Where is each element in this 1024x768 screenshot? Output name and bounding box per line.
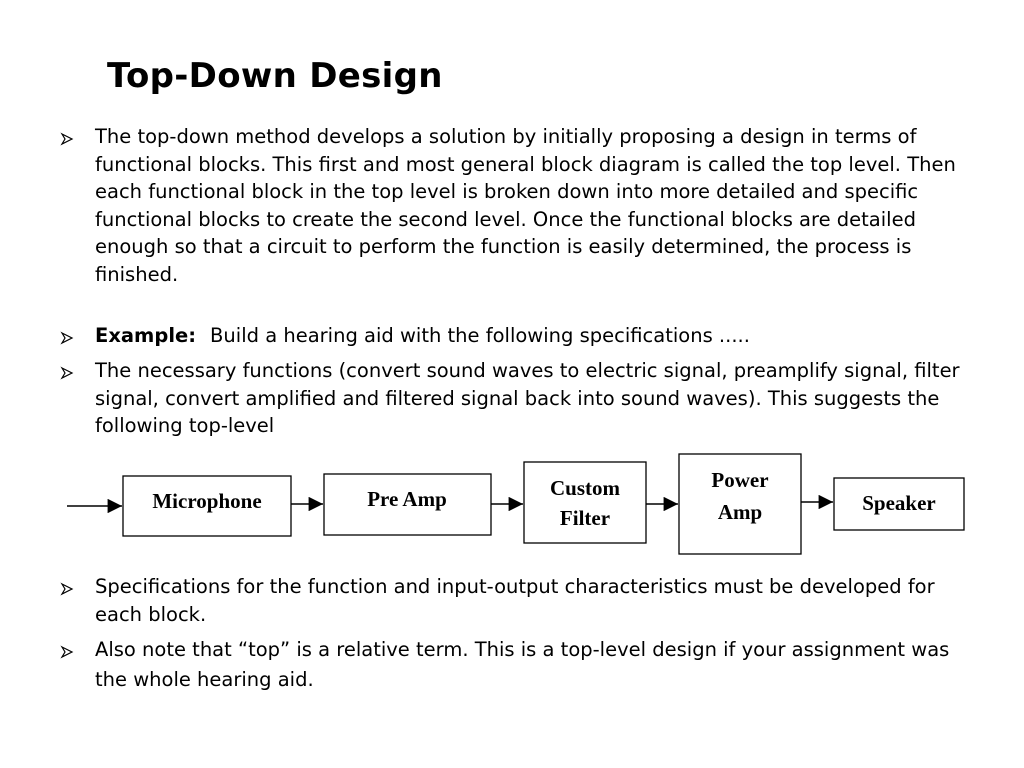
arrowhead-bullet-icon: [60, 132, 74, 146]
example-text: Build a hearing aid with the following specifications .....: [210, 324, 750, 347]
block-custom-filter-line1: Custom: [549, 476, 621, 500]
block-power-amp-line2: Amp: [717, 500, 763, 524]
bullet-specifications: Specifications for the function and input-output characteristics must be developed for each block.: [95, 575, 935, 626]
block-speaker-label: Speaker: [862, 491, 936, 515]
hearing-aid-block-diagram: [60, 450, 980, 562]
example-label: Example:: [95, 324, 197, 347]
arrowhead-bullet-icon: [60, 366, 74, 380]
bullet-necessary-functions: The necessary functions (convert sound waves to electric signal, preamplify signal, filter signal, convert amplified and filtered signal back into sound waves). This suggests the following top-level: [95, 359, 960, 438]
slide-title: Top-Down Design: [107, 56, 443, 96]
arrowhead-bullet-icon: [60, 331, 74, 345]
bullet-relative-term: Also note that “top” is a relative term. This is a top-level design if your assignment was the whole hearing aid.: [95, 638, 950, 691]
block-custom-filter: [524, 462, 646, 543]
bullet-text-top-down-method: The top-down method develops a solution by initially proposing a design in terms of functional blocks. This first and most general block diagram is called the top level. Then each functional block in the top level is broken down into more detailed and specific functional blocks to create the second level. Once the functional blocks are detailed enough so that a circuit to perform the function is easily determined, the process is finished.: [95, 125, 956, 286]
block-microphone-label: Microphone: [152, 489, 262, 513]
bullet-example: [95, 322, 985, 350]
block-pre-amp-label: Pre Amp: [367, 487, 447, 511]
block-custom-filter-line2: Filter: [559, 506, 611, 530]
arrowhead-bullet-icon: [60, 645, 74, 659]
arrowhead-bullet-icon: [60, 582, 74, 596]
block-power-amp-line1: Power: [711, 468, 769, 492]
